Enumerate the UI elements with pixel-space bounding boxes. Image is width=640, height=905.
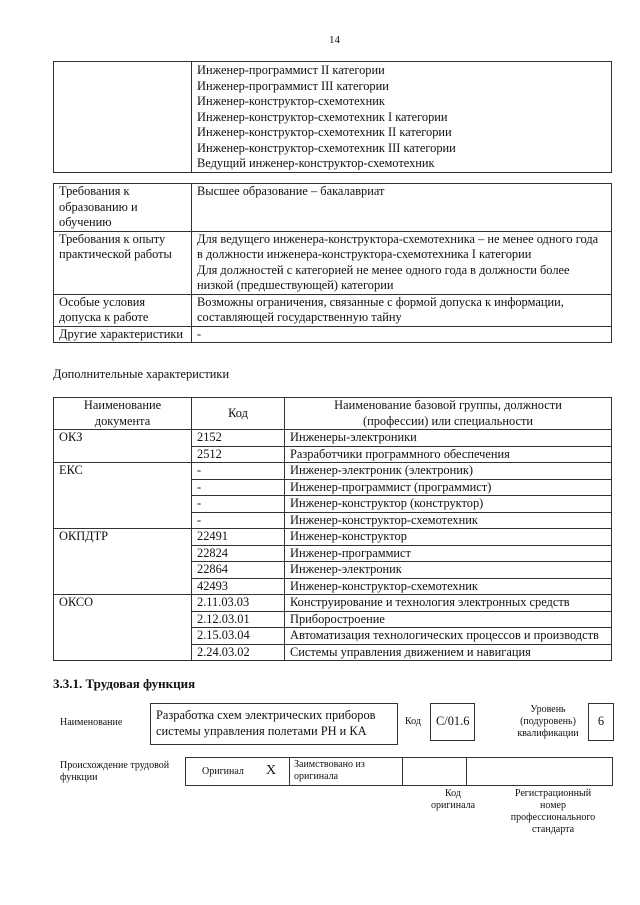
code-label: Код (405, 716, 421, 727)
requirement-row (54, 326, 612, 343)
position-item: Инженер-конструктор-схемотехник III категории (197, 140, 456, 155)
position-item: Инженер-программист III категории (197, 78, 389, 93)
group-cell: Инженеры-электроники (285, 430, 612, 447)
requirement-value (192, 294, 612, 326)
code-cell: - (192, 512, 285, 529)
position-item: Инженер-конструктор-схемотехник II категории (197, 125, 452, 139)
code-cell: 2152 (192, 430, 285, 447)
name-value: Разработка схем электрических приборов системы управления полетами РН и КА (150, 703, 398, 745)
group-cell: Инженер-конструктор-схемотехник (285, 578, 612, 595)
code-cell: 2.24.03.02 (192, 644, 285, 661)
requirement-text: Для ведущего инженера-конструктора-схемотехника – не менее одного года в должности инженера-конструктора-схемотехника I категории (197, 231, 599, 261)
group-cell: Разработчики программного обеспечения (285, 446, 612, 463)
level-label: Уровень (подуровень) квалификации (517, 704, 579, 739)
code-cell: 2.15.03.04 (192, 628, 285, 645)
original-mark: X (266, 763, 277, 778)
code-cell: 22824 (192, 545, 285, 562)
header-doc: Наименование документа (54, 398, 192, 430)
requirements-table (53, 183, 612, 343)
code-cell: 2.11.03.03 (192, 595, 285, 612)
table-row (54, 595, 612, 612)
position-item: Ведущий инженер-конструктор-схемотехник (197, 156, 435, 170)
group-cell: Автоматизация технологических процессов и производств (285, 628, 612, 645)
group-cell: Инженер-программист (программист) (285, 479, 612, 496)
additional-table (53, 397, 612, 661)
name-label: Наименование (60, 717, 123, 728)
code-cell: 22491 (192, 529, 285, 546)
positions-table (53, 61, 612, 173)
doc-name: ОКПДТР (54, 529, 192, 595)
original-cell (185, 757, 290, 786)
doc-name: ОКСО (54, 595, 192, 661)
group-cell: Инженер-электроник (285, 562, 612, 579)
requirement-label: Особые условия допуска к работе (54, 294, 192, 326)
position-item: Инженер-программист II категории (197, 63, 385, 77)
requirement-row (54, 184, 612, 232)
requirement-text: Для должностей с категорией не менее одного года в должности более низкой (предшествующей) категории (197, 262, 570, 292)
code-cell: 2512 (192, 446, 285, 463)
requirement-row (54, 294, 612, 326)
group-cell: Инженер-электроник (электроник) (285, 463, 612, 480)
additional-title: Дополнительные характеристики (53, 367, 230, 381)
level-value: 6 (588, 703, 614, 741)
code-cell: 2.12.03.01 (192, 611, 285, 628)
doc-name: ЕКС (54, 463, 192, 529)
requirement-label: Требования к опыту практической работы (54, 231, 192, 294)
page-number: 14 (329, 34, 340, 46)
header-group: Наименование базовой группы, должности (профессии) или специальности (285, 398, 612, 430)
reg-number-cell (466, 757, 613, 786)
code-cell: 22864 (192, 562, 285, 579)
code-cell: - (192, 479, 285, 496)
original-label: Оригинал (202, 766, 244, 777)
requirement-label: Требования к образованию и обучению (54, 184, 192, 232)
requirement-label: Другие характеристики (54, 326, 192, 343)
group-cell: Системы управления движением и навигация (285, 644, 612, 661)
position-item: Инженер-конструктор-схемотехник I категории (197, 109, 448, 124)
group-cell: Инженер-конструктор-схемотехник (285, 512, 612, 529)
code-value: С/01.6 (430, 703, 475, 741)
origin-label: Происхождение трудовой функции (60, 760, 170, 783)
group-cell: Инженер-конструктор (конструктор) (285, 496, 612, 513)
requirement-row (54, 231, 612, 294)
header-code: Код (192, 398, 285, 430)
code-cell: - (192, 463, 285, 480)
reg-number-caption: Регистрационный номер профессионального стандарта (510, 788, 596, 835)
requirement-text: Высшее образование – бакалавриат (197, 184, 385, 198)
requirement-value (192, 184, 612, 232)
requirement-text: - (197, 326, 202, 341)
borrowed-cell: Заимствовано из оригинала (289, 757, 403, 786)
code-cell: 42493 (192, 578, 285, 595)
code-cell: - (192, 496, 285, 513)
table-row (54, 463, 612, 480)
group-cell: Инженер-конструктор (285, 529, 612, 546)
orig-code-caption: Код оригинала (430, 788, 476, 811)
requirement-text: Возможны ограничения, связанные с формой допуска к информации, составляющей государственную тайну (197, 294, 564, 324)
section-heading: 3.3.1. Трудовая функция (53, 676, 196, 691)
group-cell: Инженер-программист (285, 545, 612, 562)
group-cell: Приборостроение (285, 611, 612, 628)
table-row (54, 430, 612, 447)
orig-code-cell (402, 757, 467, 786)
table-row (54, 529, 612, 546)
requirement-value (192, 231, 612, 294)
group-cell: Конструирование и технология электронных средств (285, 595, 612, 612)
doc-name: ОКЗ (54, 430, 192, 463)
requirement-value (192, 326, 612, 343)
position-item: Инженер-конструктор-схемотехник (197, 94, 385, 108)
